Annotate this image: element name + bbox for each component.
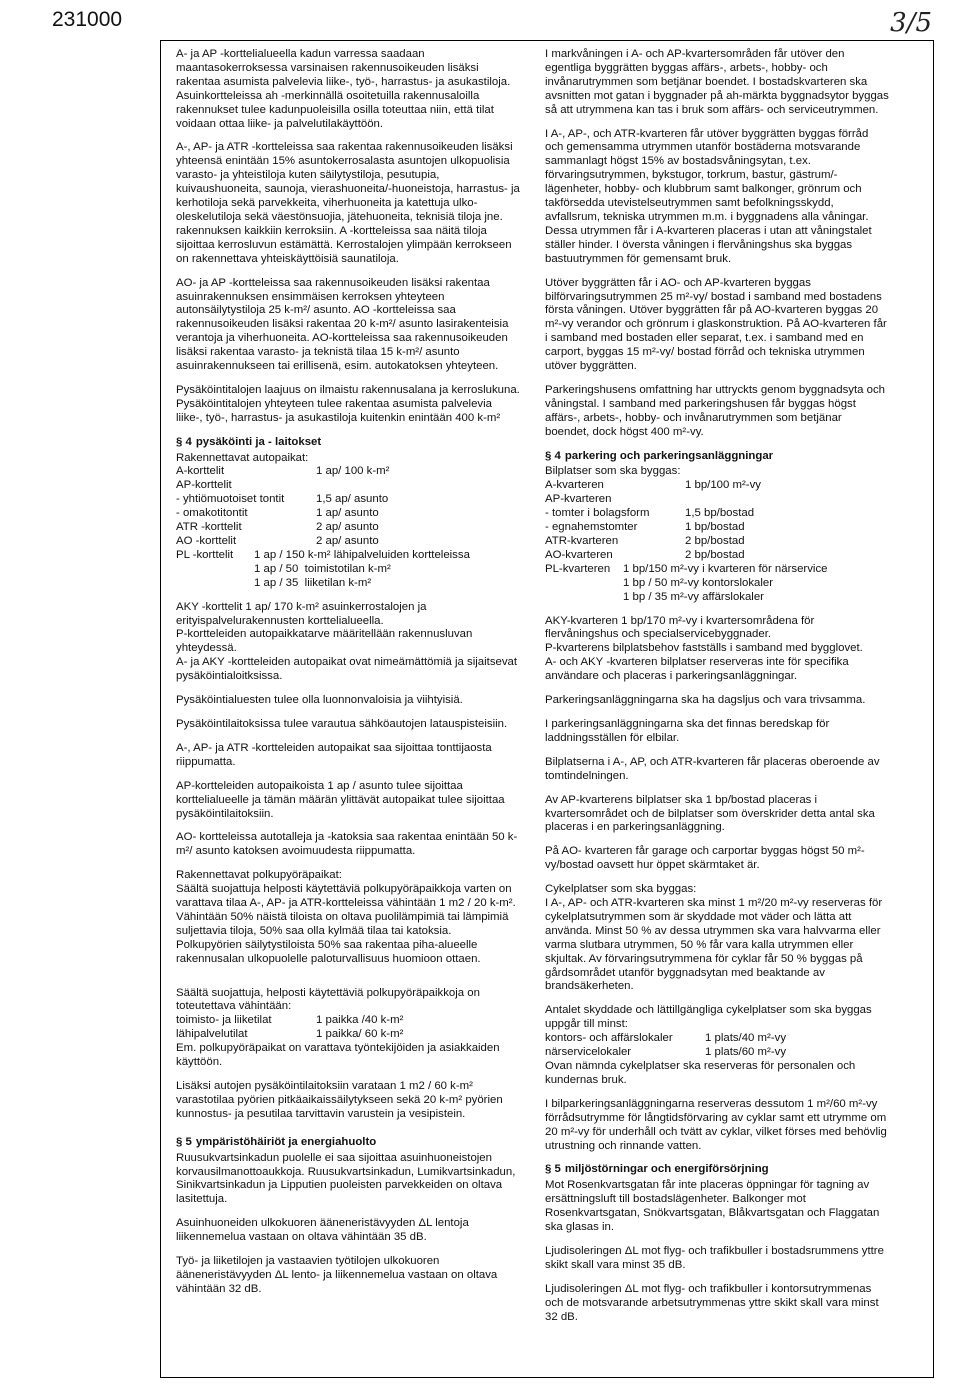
fi-paragraph-14: Lisäksi autojen pysäköintilaitoksiin varataan 1 m2 / 60 k-m² varastotilaa pyörien pitkäaikaissäilytykseen sekä 20 k-m² pyörien kunnostus- ja pesutilaa tarvittavin varustein ja vesipistein. (176, 1080, 506, 1120)
sv-section-5-heading (545, 1163, 889, 1177)
sv-paragraph-7: I parkeringsanläggningarna ska det finnas beredskap för laddningsställen för elbilar. (545, 717, 833, 744)
table-row: 1 bp / 35 m²-vy affärslokaler (623, 590, 764, 603)
sv-parking-table (545, 479, 889, 562)
fi-paragraph-15: Ruusukvartsinkadun puolelle ei saa sijoittaa asuinhuoneistojen korvausilmanottoaukkoja. Ruusukvartsinkadun, Lumikvartsinkadun, Sinikvartsinkadun ja Lipputien puoleisten parvekkeiden on oltava lasitettuja. (176, 1151, 519, 1206)
fi-paragraph-3: AO- ja AP -kortteleissa saa rakennusoikeuden lisäksi rakentaa asuinrakennuksen ensimmäisen kerroksen yhteyteen autonsäilytystiloja 25 k-m²/ asunto. AO -kortteleissa saa rakennusoikeuden lisäksi rakentaa 20 k-m²/ asunto lasirakenteisia verantoja ja viherhuoneita. AO-kortteleissa saa rakennusoikeuden lisäksi rakentaa varasto- ja teknistä tilaa 15 k-m²/ asunto asuinrakennukseen tai erillisenä, esim. autokatoksen yhteyteen. (176, 276, 512, 373)
fi-paragraph-8: A-, AP- ja ATR -kortteleiden autopaikat saa sijoittaa tonttijaosta riippumatta. (176, 741, 495, 768)
sv-paragraph-6: Parkeringsanläggningarna ska ha dagsljus och vara trivsamma. (545, 694, 866, 707)
page-number: 3/5 (890, 8, 932, 38)
fi-paragraph-10: AO- kortteleissa autotalleja ja -katoksia saa rakentaa enintään 50 k-m²/ asunto katoksen avoimuudesta riippumatta. (176, 831, 518, 858)
table-row: AP-kvarteren (545, 493, 612, 506)
table-row: 1 ap / 35 liiketilan k-m² (254, 576, 372, 589)
fi-section-5-number: § 5 (176, 1135, 192, 1148)
sv-paragraph-8: Bilplatserna i A-, AP, och ATR-kvarteren får placeras oberoende av tomtindelningen. (545, 755, 883, 782)
table-row: toimisto- ja liiketilat 1 paikka /40 k-m² (176, 1014, 404, 1027)
fi-parking-table (176, 465, 520, 548)
fi-paragraph-2: A-, AP- ja ATR -kortteleissa saa rakentaa rakennusoikeuden lisäksi yhteensä enintään 15% asuntokerrosalasta asuntojen ulkopuolisia varasto- ja yhteistiloja kuten säilytystiloja, pesutupia, kuivaushuoneita, saunoja, vierashuoneita/-huoneistoja, harrastus- ja kerhotiloja sekä parvekkeita, viherhuoneita ja katettuja ulko-oleskelutiloja sekä väestönsuojia, jätehuoneita, teknisiä tiloja jne. rakennuksen kaikkiin kerroksiin. A -kortteleissa saa näitä tiloja sijoittaa kerrosluvun estämättä. Kerrostalojen ylimpään kerrokseen on rakennettava yhteiskäyttöisiä saunatiloja. (176, 141, 524, 265)
fi-paragraph-6: Pysäköintialuesten tulee olla luonnonvaloisia ja viihtyisiä. (176, 694, 463, 707)
fi-pl-table (176, 549, 520, 591)
sv-paragraph-12: Antalet skyddade och lättillgängliga cykelplatser som ska byggas uppgår till minst: (545, 1004, 875, 1031)
table-row: kontors- och affärslokaler 1 plats/40 m²-vy (545, 1032, 787, 1045)
document-id: 231000 (52, 8, 123, 31)
sv-bike-table (545, 1032, 889, 1060)
sv-paragraph-1: I markvåningen i A- och AP-kvartersområden får utöver den egentliga byggrätten byggas affärs-, arbets-, hobby- och invånarutrymmen som betjänar boendet. I bostadskvarteren ska avsnitten mot gatan i byggnader på ah-märkta byggnadsytor byggas så att utrymmena kan tas i bruk som affärs- och serviceutrymmen. (545, 48, 892, 116)
sv-paragraph-2: I A-, AP-, och ATR-kvarteren får utöver byggrätten byggas förråd och gemensamma utrymmen utanför bostäderna motsvarande sammanlagt högst 15% av bostadsvåningsytan, t.ex. förvaringsutrymmen, bykstugor, torkrum, bastur, gästrum/-lägenheter, hobby- och klubbrum samt balkonger, grönrum och takförsedda utevistelseutrymmen samt befolkningsskydd, avfallsrum, tekniska utrymmen m.m. i byggnadens alla våningar. Dessa utrymmen får i A-kvarteren placeras i utan att våningstalet ställer hinder. I översta våningen i flervåningshus ska byggas bastuutrymmen för gemensamt bruk. (545, 127, 875, 265)
sv-paragraph-3: Utöver byggrätten får i AO- och AP-kvarteren byggas bilförvaringsutrymmen 25 m²-vy/ bostad i samband med bostadens första våningen. Utöver byggrätten får på AO-kvarteren byggas 20 m²-vy verandor och grönrum i glaskonstruktion. På AO-kvarteren får i samband med bostaden eller separat, t.ex. i samband med en carport, byggas 15 m²-vy/ bostad förråd och tekniska utrymmen utöver byggrätten. (545, 276, 891, 373)
fi-paragraph-16: Asuinhuoneiden ulkokuoren ääneneristävyyden ΔL lentoja liikennemelua vastaan on oltava vähintään 35 dB. (176, 1217, 472, 1244)
table-row: ATR -korttelit 2 ap/ asunto (176, 521, 379, 534)
sv-section-4-heading (545, 450, 889, 464)
table-row: ATR-kvarteren 2 bp/bostad (545, 535, 745, 547)
sv-section-4-number: § 4 (545, 449, 561, 462)
fi-paragraph-5: AKY -korttelit 1 ap/ 170 k-m² asuinkerrostalojen ja erityispalvelurakennusten korttelialueella. P-kortteleiden autopaikkatarve määritellään rakennusluvan yhteydessä. A- ja AKY -kortteleiden autopaikat ovat nimeämättömiä ja sijaitsevat pysäköintialoitksissa. (176, 600, 518, 683)
table-row: A-korttelit 1 ap/ 100 k-m² (176, 465, 390, 478)
sv-paragraph-14: I bilparkeringsanläggningarna reserveras dessutom 1 m²/60 m²-vy förrådsutrymme för långtidsförvaring av cyklar samt ett utrymme om 20 m²-vy för underhåll och tvätt av cyklar, vilket förses med behövlig utrustning och rinnande vatten. (545, 1097, 891, 1152)
table-row: A-kvarteren 1 bp/100 m²-vy (545, 479, 761, 492)
table-row: AO -korttelit 2 ap/ asunto (176, 535, 379, 547)
table-row: AO-kvarteren 2 bp/bostad (545, 548, 745, 561)
sv-paragraph-16: Ljudisoleringen ΔL mot flyg- och trafikbuller i bostadsrummens yttre skikt skall vara minst 35 dB. (545, 1244, 888, 1271)
fi-parking-title: Rakennettavat autopaikat: (176, 451, 309, 464)
fi-paragraph-9: AP-kortteleiden autopaikoista 1 ap / asunto tulee sijoittaa korttelialueelle ja tämän määrän ylittävät autopaikat tulee sijoittaa pysäköintilaitoksiin. (176, 779, 508, 820)
sv-section-4-title: parkering och parkeringsanläggningar (564, 449, 774, 462)
fi-paragraph-4: Pysäköintitalojen laajuus on ilmaistu rakennusalana ja kerroslukuna. Pysäköintitalojen yhteyteen tulee rakentaa asumista palvelevia liike-, työ-, harrastus- ja asukastiloja kuitenkin enintään 400 k-m² (176, 383, 523, 424)
table-row: 1 bp / 50 m²-vy kontorslokaler (623, 576, 774, 589)
table-row: 1 ap / 50 toimistotilan k-m² (254, 562, 391, 575)
sv-section-5-number: § 5 (545, 1163, 561, 1176)
sv-paragraph-9: Av AP-kvarterens bilplatser ska 1 bp/bostad placeras i kvartersområdet och de bilplatser som överskrider detta antal ska placeras i en parkeringsanläggning. (545, 793, 879, 834)
swedish-column (545, 48, 892, 1335)
sv-paragraph-4: Parkeringshusens omfattning har uttryckts genom byggnadsyta och våningstal. I samband med parkeringshusen får byggas högst affärs-, arbets-, hobby- och invånarutrymmen som betjänar boendet, dock högst 400 m²-vy. (545, 383, 889, 438)
table-row: PL-kvarteren 1 bp/150 m²-vy i kvarteren för närservice (545, 562, 828, 575)
sv-paragraph-11: Cykelplatser som ska byggas: I A-, AP- och ATR-kvarteren ska minst 1 m²/20 m²-vy reserveras för cykelplatsutrymmen som är skyddade mot väder och lätta att använda. Minst 50 % av dessa utrymmen ska vara halvvarma eller varma slutbara utrymmen, 50 % får vara kalla utrymmen eller skjultak. Av förvaringsutrymmena för cyklar får 50 % byggas på gårdsområdet utanför byggnadsytan med beaktande av brandsäkerheten. (545, 883, 883, 993)
finnish-column (176, 48, 524, 1307)
sv-paragraph-10: På AO- kvarteren får garage och carportar byggas högst 50 m²-vy/bostad oavsett hur öppet skärmtaket är. (545, 845, 865, 872)
sv-section-5-title: miljöstörningar och energiförsörjning (564, 1163, 769, 1176)
sv-pl-table (545, 563, 889, 605)
sv-paragraph-13: Ovan nämnda cykelplatser ska reserveras för personalen och kundernas bruk. (545, 1060, 859, 1086)
fi-paragraph-13: Em. polkupyöräpaikat on varattava työntekijöiden ja asiakkaiden käyttöön. (176, 1042, 503, 1069)
table-row: lähipalvelutilat 1 paikka/ 60 k-m² (176, 1028, 404, 1041)
fi-paragraph-17: Työ- ja liiketilojen ja vastaavien työtilojen ulkokuoren ääneneristävyyden ΔL lento- ja liikennemelua vastaan on oltava vähintään 32 dB. (176, 1255, 501, 1295)
fi-section-4-number: § 4 (176, 435, 192, 448)
fi-section-5-title: ympäristöhäiriöt ja energiahuolto (195, 1135, 377, 1148)
fi-paragraph-12: Säältä suojattuja, helposti käytettäviä polkupyöräpaikkoja on toteutettava vähintään: (176, 986, 484, 1013)
table-row: - yhtiömuotoiset tontit 1,5 ap/ asunto (176, 493, 389, 506)
table-row: - egnahemstomter 1 bp/bostad (545, 521, 745, 534)
table-row: PL -korttelit 1 ap / 150 k-m² lähipalveluiden kortteleissa (176, 548, 470, 561)
sv-parking-title: Bilplatser som ska byggas: (545, 465, 681, 478)
fi-paragraph-11: Rakennettavat polkupyöräpaikat: Säältä suojattuja helposti käytettäviä polkupyöräpaikkoja varten on varattava tilaa A-, AP- ja ATR-kortteleissa vähintään 1 m2 / 20 k-m². Vähintään 50% näistä tiloista on oltava puolilämpimiä tai lämpimiä suljettavia tiloja, 50% saa olla kylmää tilaa tai katoksia. Polkupyörien säilytystiloista 50% saa rakentaa piha-alueelle rakennusalan ulkopuolelle paloturvallisuus huomioon ottaen. (176, 869, 516, 965)
table-row: närservicelokaler 1 plats/60 m²-vy (545, 1046, 787, 1059)
table-row: - omakotitontit 1 ap/ asunto (176, 507, 379, 520)
fi-section-4-title: pysäköinti ja - laitokset (195, 435, 322, 448)
table-row: - tomter i bolagsform 1,5 bp/bostad (545, 507, 755, 520)
fi-paragraph-7: Pysäköintilaitoksissa tulee varautua sähköautojen latauspisteisiin. (176, 717, 508, 730)
table-row: AP-korttelit (176, 479, 232, 492)
fi-section-5-heading (176, 1136, 520, 1150)
sv-paragraph-15: Mot Rosenkvartsgatan får inte placeras öppningar för tagning av ersättningsluft till bostadslägenheter. Balkonger mot Rosenkvartsgatan, Snökvartsgatan, Blåkvartsgatan och Flaggatan ska glasas in. (545, 1179, 883, 1234)
fi-section-4-heading (176, 436, 520, 450)
sv-paragraph-17: Ljudisoleringen ΔL mot flyg- och trafikbuller i kontorsutrymmenas och de motsvarande arbetsutrymmenas yttre skikt skall vara minst 32 dB. (545, 1282, 882, 1323)
fi-paragraph-1: A- ja AP -korttelialueella kadun varressa saadaan maantasokerroksessa varsinaisen rakennusoikeuden lisäksi rakentaa asumista palvelevia liike-, työ-, harrastus- ja asukastiloja. Asuinkortteleissa ah -merkinnällä osoitetuilla rakennusaloilla rakennukset tulee kadunpuoleisilla osilla toteuttaa niin, että tilat voidaan ottaa liike- ja palvelutilakäyttöön. (176, 48, 513, 130)
fi-bike-table (176, 1014, 520, 1042)
sv-paragraph-5: AKY-kvarteren 1 bp/170 m²-vy i kvartersområdena för flervåningshus och specialservicebyggnader. P-kvarterens bilplatsbehov fastställs i samband med bygglovet. A- och AKY -kvarteren bilplatser reserveras inte för specifika användare och placeras i parkeringsanläggningar. (545, 614, 863, 683)
